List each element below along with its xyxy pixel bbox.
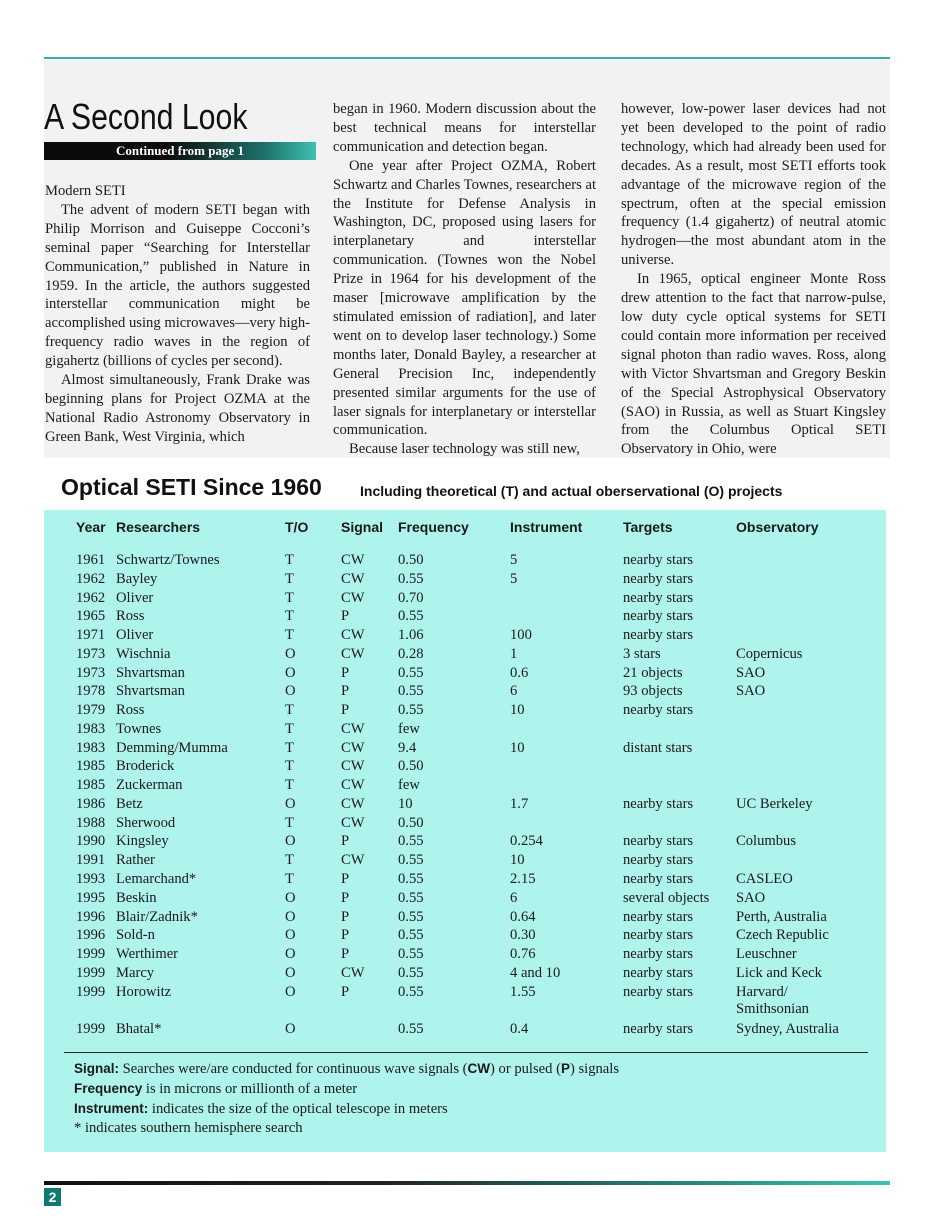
cell-ins: 10 (510, 852, 525, 869)
notes-divider (64, 1052, 868, 1053)
table-row (0, 646, 932, 665)
cell-freq: 0.50 (398, 552, 424, 568)
cell-year: 1971 (76, 627, 106, 644)
cell-ins: 0.6 (510, 664, 529, 681)
observatory-line: Smithsonian (736, 1000, 809, 1017)
cell-sig: CW (341, 589, 365, 606)
cell-ins: 6 (510, 889, 518, 906)
header-targets: Targets (623, 519, 673, 535)
observatory-line: Perth, Australia (736, 908, 827, 925)
observatory-line: Czech Republic (736, 927, 829, 944)
header-signal: Signal (341, 519, 384, 535)
cell-year: 1962 (76, 570, 106, 587)
cell-to: O (285, 795, 296, 812)
cell-year: 1986 (76, 795, 106, 812)
cell-year: 1983 (76, 739, 106, 756)
cell-ins: 1.55 (510, 983, 536, 1000)
cell-res: Demming/Mumma (116, 739, 228, 756)
cell-to: T (285, 777, 294, 794)
observatory-line: Lick and Keck (736, 964, 822, 981)
page-number: 2 (44, 1188, 61, 1206)
table-row (0, 984, 932, 1022)
table-row (0, 965, 932, 984)
cell-year: 1965 (76, 608, 106, 625)
cell-res: Sherwood (116, 814, 176, 831)
note-label: Frequency (74, 1081, 143, 1096)
continued-banner: Continued from page 1 (44, 142, 316, 160)
cell-to: T (285, 552, 294, 568)
note-label: Signal: (74, 1061, 120, 1076)
cell-year: 1999 (76, 1021, 106, 1038)
observatory-line: Harvard/ (736, 983, 788, 1000)
observatory-line: SAO (736, 683, 766, 700)
cell-tgt: nearby stars (623, 627, 694, 644)
cell-res: Blair/Zadnik* (116, 908, 198, 925)
table-row (0, 758, 932, 777)
cell-freq: 0.55 (398, 683, 424, 700)
article-column-1 (45, 182, 310, 447)
article-title: A Second Look (44, 96, 248, 137)
top-rule (44, 57, 890, 59)
cell-sig: CW (341, 795, 365, 812)
table-row (0, 796, 932, 815)
cell-sig: CW (341, 777, 365, 794)
cell-ins: 0.4 (510, 1021, 529, 1038)
cell-year: 1990 (76, 833, 106, 850)
observatory-line: CASLEO (736, 871, 793, 888)
cell-res: Oliver (116, 589, 154, 606)
table-row (0, 740, 932, 759)
cell-freq: 0.28 (398, 645, 424, 662)
cell-freq: 0.55 (398, 664, 424, 681)
cell-sig: P (341, 871, 350, 888)
cell-ins: 10 (510, 739, 525, 756)
table-row (0, 552, 932, 571)
cell-res: Ross (116, 608, 145, 625)
cell-freq: 0.55 (398, 983, 424, 1000)
cell-tgt: nearby stars (623, 871, 694, 888)
cell-year: 1983 (76, 720, 106, 737)
cell-sig: CW (341, 627, 365, 644)
table-row (0, 871, 932, 890)
cell-tgt: 3 stars (623, 645, 661, 662)
cell-res: Betz (116, 795, 143, 812)
cell-observatory (736, 909, 827, 926)
cell-freq: 0.55 (398, 964, 424, 981)
cell-res: Bhatal* (116, 1021, 162, 1038)
cell-tgt: nearby stars (623, 908, 694, 925)
article-column-2 (333, 100, 596, 459)
cell-freq: 0.55 (398, 871, 424, 888)
cell-tgt: nearby stars (623, 983, 694, 1000)
cell-freq: 0.55 (398, 608, 424, 625)
paragraph: One year after Project OZMA, Robert Schwartz and Charles Townes, researchers at the Institute for Defense Analysis in Washington, DC, proposed using lasers for interplanetary and interstellar communication. (Townes won the Nobel Prize in 1964 for his development of the maser [microwave amplification by the stimulated emission of radiation], and later went on to develop laser technology.) Some months later, Donald Bayley, a researcher at General Precision Inc, independently presented similar arguments for the use of laser signals for interplanetary or interstellar communication. (333, 157, 596, 439)
note-text: ) signals (569, 1061, 620, 1077)
cell-to: O (285, 927, 296, 944)
observatory-line: Copernicus (736, 645, 803, 662)
cell-freq: 0.55 (398, 852, 424, 869)
cell-freq: few (398, 777, 420, 794)
cell-freq: 0.55 (398, 927, 424, 944)
cell-observatory (736, 646, 802, 663)
cell-sig: P (341, 946, 350, 963)
cell-sig: CW (341, 739, 365, 756)
cell-to: T (285, 852, 294, 869)
cell-res: Ross (116, 702, 145, 719)
cell-res: Schwartz/Townes (116, 552, 220, 568)
table-row (0, 890, 932, 909)
cell-year: 1996 (76, 908, 106, 925)
cell-year: 1973 (76, 645, 106, 662)
cell-to: O (285, 1021, 296, 1038)
cell-freq: 0.55 (398, 908, 424, 925)
note-text: indicates the size of the optical telescope in meters (148, 1101, 448, 1117)
article-column-3 (621, 100, 886, 459)
cell-year: 1978 (76, 683, 106, 700)
cell-tgt: nearby stars (623, 927, 694, 944)
cell-to: O (285, 683, 296, 700)
cell-year: 1996 (76, 927, 106, 944)
paragraph: In 1965, optical engineer Monte Ross drew attention to the fact that narrow-pulse, low duty cycle optical systems for SETI could contain more information per received signal photon than radio waves. Ross, along with Victor Shvartsman and Gregory Beskin of the Special Astrophysical Observatory (SAO) in Russia, as well as Stuart Kingsley from the Columbus Optical SETI Observatory in Ohio, were (621, 271, 886, 458)
cell-to: T (285, 589, 294, 606)
cell-sig: CW (341, 814, 365, 831)
cell-tgt: nearby stars (623, 833, 694, 850)
table-row (0, 571, 932, 590)
cell-to: T (285, 570, 294, 587)
cell-to: T (285, 758, 294, 775)
cell-observatory (736, 871, 793, 888)
cell-sig: P (341, 889, 350, 906)
cell-observatory (736, 683, 765, 700)
paragraph: began in 1960. Modern discussion about the best technical means for interstellar communication and detection began. (333, 101, 596, 155)
cell-res: Lemarchand* (116, 871, 197, 888)
note-text: Searches were/are conducted for continuous wave signals ( (119, 1061, 468, 1077)
cell-freq: 1.06 (398, 627, 424, 644)
cell-freq: 0.50 (398, 814, 424, 831)
cell-sig: P (341, 983, 350, 1000)
cell-sig: CW (341, 552, 365, 568)
cell-ins: 5 (510, 552, 518, 568)
cell-freq: 0.55 (398, 889, 424, 906)
cell-res: Broderick (116, 758, 175, 775)
cell-to: O (285, 983, 296, 1000)
cell-year: 1985 (76, 777, 106, 794)
note-label: Instrument: (74, 1101, 149, 1116)
header-to: T/O (285, 519, 309, 535)
table-row (0, 927, 932, 946)
cell-year: 1979 (76, 702, 106, 719)
section-subhead: Modern SETI (45, 183, 126, 199)
header-researchers: Researchers (116, 519, 201, 535)
observatory-line: UC Berkeley (736, 795, 813, 812)
table-row (0, 852, 932, 871)
cell-to: O (285, 645, 296, 662)
paragraph: Because laser technology was still new, (349, 441, 580, 458)
cell-freq: 10 (398, 795, 413, 812)
note-southern: * indicates southern hemisphere search (74, 1120, 303, 1136)
table-subtitle: Including theoretical (T) and actual oberservational (O) projects (360, 483, 783, 499)
cell-year: 1961 (76, 552, 106, 568)
cell-sig: P (341, 833, 350, 850)
cell-res: Townes (116, 720, 162, 737)
cell-res: Rather (116, 852, 155, 869)
cell-res: Bayley (116, 570, 158, 587)
cell-year: 1993 (76, 871, 106, 888)
cell-freq: 9.4 (398, 739, 417, 756)
cell-to: T (285, 608, 294, 625)
cell-sig: CW (341, 758, 365, 775)
note-frequency (74, 1079, 619, 1099)
cell-ins: 1.7 (510, 795, 529, 812)
table-body (0, 552, 932, 1040)
cell-tgt: nearby stars (623, 552, 694, 568)
table-row (0, 833, 932, 852)
table-row (0, 777, 932, 796)
observatory-line: SAO (736, 664, 766, 681)
cell-res: Shvartsman (116, 683, 185, 700)
cell-year: 1985 (76, 758, 106, 775)
cell-year: 1999 (76, 964, 106, 981)
cell-res: Shvartsman (116, 664, 185, 681)
cell-tgt: nearby stars (623, 608, 694, 625)
cell-freq: 0.50 (398, 758, 424, 775)
cell-year: 1999 (76, 946, 106, 963)
cell-sig: P (341, 683, 350, 700)
cell-ins: 0.76 (510, 946, 536, 963)
cell-year: 1991 (76, 852, 106, 869)
cell-to: O (285, 664, 296, 681)
table-row (0, 627, 932, 646)
cell-to: O (285, 946, 296, 963)
cell-to: O (285, 964, 296, 981)
cell-ins: 10 (510, 702, 525, 719)
bottom-rule (44, 1181, 890, 1185)
cell-to: O (285, 833, 296, 850)
table-row (0, 1021, 932, 1040)
cell-to: T (285, 702, 294, 719)
note-text: ) or pulsed ( (490, 1061, 561, 1077)
cell-freq: 0.55 (398, 833, 424, 850)
cell-res: Oliver (116, 627, 154, 644)
table-row (0, 665, 932, 684)
header-instrument: Instrument (510, 519, 583, 535)
cell-sig: P (341, 664, 350, 681)
cell-year: 1973 (76, 664, 106, 681)
cell-freq: few (398, 720, 420, 737)
cell-sig: P (341, 927, 350, 944)
cell-sig: CW (341, 570, 365, 587)
cell-tgt: nearby stars (623, 589, 694, 606)
observatory-line: Sydney, Australia (736, 1021, 839, 1038)
table-row (0, 721, 932, 740)
table-row (0, 909, 932, 928)
cell-ins: 4 and 10 (510, 964, 561, 981)
cell-to: T (285, 627, 294, 644)
cell-year: 1988 (76, 814, 106, 831)
cell-observatory (736, 946, 797, 963)
cell-tgt: nearby stars (623, 795, 694, 812)
cell-observatory (736, 984, 809, 1018)
cell-tgt: nearby stars (623, 852, 694, 869)
observatory-line: SAO (736, 889, 766, 906)
cell-tgt: 21 objects (623, 664, 683, 681)
cell-ins: 5 (510, 570, 518, 587)
cell-res: Zuckerman (116, 777, 183, 794)
cell-ins: 6 (510, 683, 518, 700)
note-text: is in microns or millionth of a meter (142, 1081, 358, 1097)
cell-tgt: nearby stars (623, 946, 694, 963)
cell-sig: CW (341, 852, 365, 869)
cell-year: 1962 (76, 589, 106, 606)
cell-to: O (285, 889, 296, 906)
cell-to: T (285, 739, 294, 756)
cell-tgt: nearby stars (623, 964, 694, 981)
table-notes (74, 1059, 619, 1138)
header-frequency: Frequency (398, 519, 469, 535)
cell-freq: 0.70 (398, 589, 424, 606)
cell-tgt: nearby stars (623, 570, 694, 587)
cell-ins: 0.30 (510, 927, 536, 944)
cell-to: T (285, 720, 294, 737)
table-row (0, 683, 932, 702)
paragraph: The advent of modern SETI began with Philip Morrison and Guiseppe Cocconi’s seminal paper “Searching for Interstellar Communication,” published in Nature in 1959. In the article, the authors suggested interstellar communication might be accomplished using microwaves—very high-frequency radio waves in the region of gigahertz (billions of cycles per second). (45, 201, 310, 370)
note-code: CW (467, 1061, 491, 1076)
cell-res: Kingsley (116, 833, 169, 850)
cell-ins: 0.64 (510, 908, 536, 925)
table-row (0, 702, 932, 721)
cell-year: 1995 (76, 889, 106, 906)
cell-ins: 0.254 (510, 833, 543, 850)
cell-tgt: several objects (623, 889, 710, 906)
observatory-line: Columbus (736, 833, 797, 850)
cell-to: T (285, 814, 294, 831)
note-code: P (560, 1061, 570, 1076)
cell-observatory (736, 665, 765, 682)
cell-ins: 2.15 (510, 871, 536, 888)
paragraph: Almost simultaneously, Frank Drake was beginning plans for Project OZMA at the National Radio Astronomy Observatory in Green Bank, West Virginia, which (45, 372, 310, 445)
cell-freq: 0.55 (398, 946, 424, 963)
cell-freq: 0.55 (398, 702, 424, 719)
table-row (0, 590, 932, 609)
note-signal (74, 1059, 619, 1079)
cell-observatory (736, 927, 829, 944)
table-row (0, 815, 932, 834)
cell-sig: CW (341, 645, 365, 662)
cell-freq: 0.55 (398, 1021, 424, 1038)
cell-sig: P (341, 908, 350, 925)
cell-res: Marcy (116, 964, 155, 981)
cell-sig: CW (341, 720, 365, 737)
cell-observatory (736, 796, 813, 813)
header-year: Year (76, 519, 106, 535)
cell-tgt: nearby stars (623, 1021, 694, 1038)
cell-observatory (736, 965, 822, 982)
cell-ins: 1 (510, 645, 518, 662)
cell-sig: P (341, 608, 350, 625)
cell-to: T (285, 871, 294, 888)
cell-res: Beskin (116, 889, 157, 906)
cell-freq: 0.55 (398, 570, 424, 587)
cell-tgt: 93 objects (623, 683, 683, 700)
observatory-line: Leuschner (736, 946, 797, 963)
cell-res: Horowitz (116, 983, 172, 1000)
cell-res: Werthimer (116, 946, 179, 963)
table-row (0, 608, 932, 627)
paragraph: however, low-power laser devices had not yet been developed to the point of radio technology, which had already been used for decades. As a result, most SETI efforts took advantage of the microwave region of the spectrum, often at the special emission frequency (1.4 gigahertz) of neutral atomic hydrogen—the most abundant atom in the universe. (621, 101, 886, 269)
cell-ins: 100 (510, 627, 532, 644)
cell-tgt: nearby stars (623, 702, 694, 719)
cell-observatory (736, 890, 765, 907)
cell-sig: CW (341, 964, 365, 981)
cell-res: Sold-n (116, 927, 155, 944)
cell-year: 1999 (76, 983, 106, 1000)
cell-observatory (736, 833, 796, 850)
cell-res: Wischnia (116, 645, 171, 662)
cell-tgt: distant stars (623, 739, 693, 756)
note-instrument (74, 1099, 619, 1119)
cell-observatory (736, 1021, 839, 1038)
table-row (0, 946, 932, 965)
cell-sig: P (341, 702, 350, 719)
cell-to: O (285, 908, 296, 925)
table-title: Optical SETI Since 1960 (61, 474, 322, 500)
header-observatory: Observatory (736, 519, 819, 535)
